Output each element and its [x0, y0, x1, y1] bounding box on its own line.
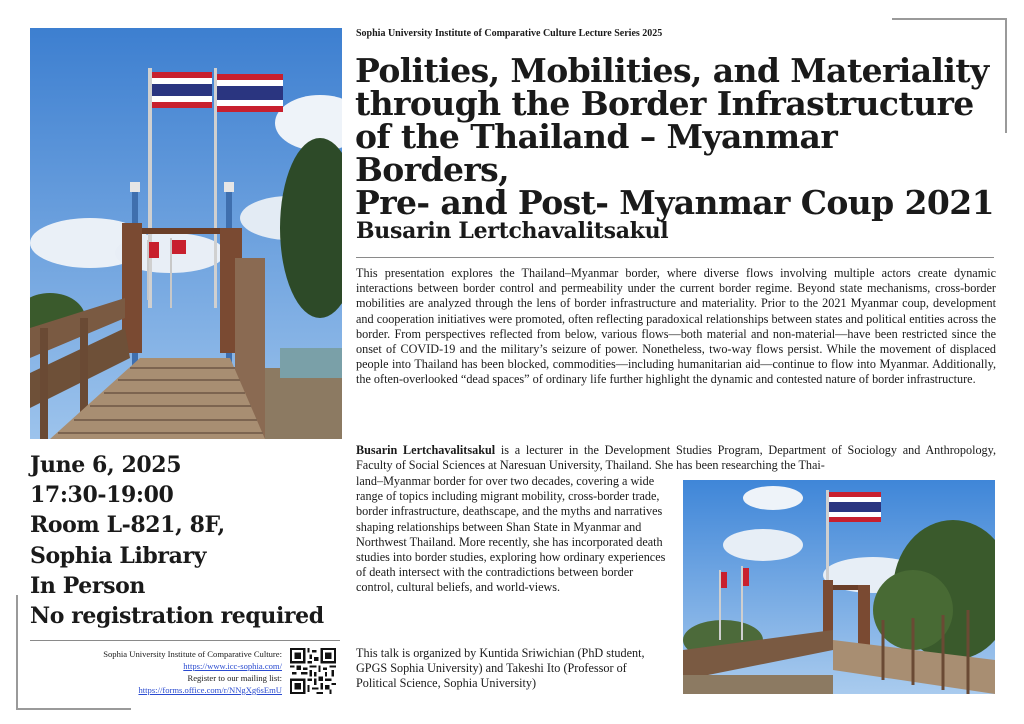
organizers-text: This talk is organized by Kuntida Sriwichian (PhD student, GPGS Sophia University) and Takeshi Ito (Professor of Political Science, Sophia University)	[356, 646, 645, 691]
mailing-list-label: Register to our mailing list:	[187, 673, 282, 683]
frame-top-right-vertical	[1005, 18, 1007, 133]
lecture-title	[355, 51, 995, 222]
event-building: Sophia Library	[30, 542, 207, 569]
event-date: June 6, 2025	[30, 452, 182, 478]
title-line-2: through the Border Infrastructure	[355, 84, 974, 123]
speaker-name: Busarin Lertchavalitsakul	[356, 218, 669, 244]
event-details	[30, 450, 350, 631]
mailing-list-link[interactable]: https://forms.office.com/r/NNgXg6sEmU	[138, 685, 282, 695]
lecture-series-label: Sophia University Institute of Comparative Culture Lecture Series 2025	[356, 28, 663, 39]
event-registration: No registration required	[30, 603, 324, 630]
institute-link[interactable]: https://www.icc-sophia.com/	[183, 661, 282, 671]
frame-bottom-left-horizontal	[16, 708, 131, 710]
bio-speaker-name: Busarin Lertchavalitsakul	[356, 443, 496, 457]
speaker-bio-continued: land–Myanmar border for over two decades, covering a wide range of topics including migrant mobility, cross-border trade, border infrastructure, deathscape, and the myths and narratives shaping relationships between Shan State in Myanmar and Northwest Thailand. More recently, she has incorporated death studies into border studies, exploring how ordinary experiences of death intersect with the contradictions between border control, cultural beliefs, and world-views.	[356, 474, 666, 595]
institute-info	[30, 648, 282, 696]
institute-name: Sophia University Institute of Comparative Culture:	[103, 649, 282, 659]
event-mode: In Person	[30, 572, 145, 599]
title-line-3: of the Thailand – Myanmar Borders,	[355, 117, 838, 189]
institute-divider	[30, 640, 340, 641]
frame-top-right-horizontal	[892, 18, 1007, 20]
event-time: 17:30-19:00	[30, 482, 174, 509]
title-line-4: Pre- and Post- Myanmar Coup 2021	[355, 183, 994, 222]
speaker-bio-intro	[356, 443, 996, 473]
bridge-photo-right	[683, 480, 995, 694]
abstract-text: This presentation explores the Thailand–Myanmar border, where diverse flows involving multiple actors create dynamic interactions between border control and permeability under the current border regime. Beyond state mechanisms, cross-border mobilities are analyzed through the lens of border infrastructure and materiality. Prior to the 2021 Myanmar coup, development and cooperation initiatives were promoted, often reflecting paradoxical relationships between states and political entities across the border. From perspectives reflected from below, various flows—both material and non-material—have been restricted since the onset of COVID-19 and the military’s seizure of power. Nonetheless, two-way flows persist. While the movement of displaced people into Thailand has been blocked, commodities—including humanitarian aid—continue to flow into Myanmar. Additionally, the often-overlooked “dead spaces” of ordinary life further highlight the dynamic and contested nature of border infrastructure.	[356, 266, 996, 387]
event-room: Room L-821, 8F,	[30, 512, 225, 539]
qr-code-icon[interactable]	[290, 648, 336, 694]
bridge-photo-left	[30, 28, 342, 439]
title-line-1: Polities, Mobilities, and Materiality	[355, 51, 989, 90]
title-divider	[356, 257, 994, 258]
frame-bottom-left-vertical	[16, 595, 18, 710]
bio-intro-text: is a lecturer in the Development Studies Program, Department of Sociology and Anthropology, Faculty of Social Sciences at Naresuan University, Thailand. She has been researching the Thai-	[356, 443, 996, 473]
